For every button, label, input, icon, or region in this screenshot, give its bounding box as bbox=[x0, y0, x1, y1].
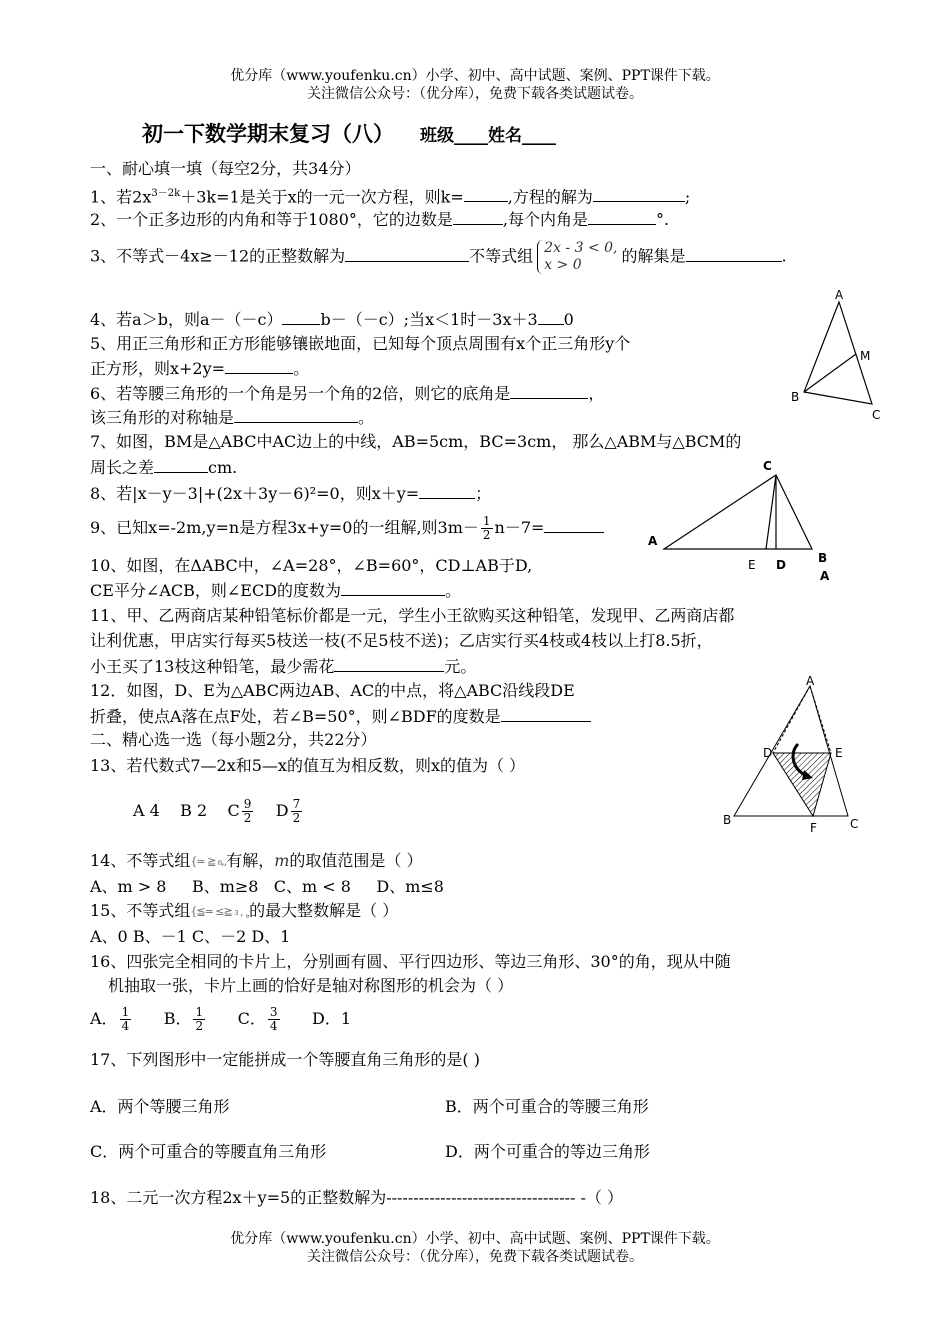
fig1-label-c: C bbox=[872, 408, 881, 422]
q16-option-b: B． bbox=[163, 1009, 192, 1028]
q16-b-den: 2 bbox=[195, 1019, 204, 1033]
folded-triangle-def bbox=[773, 753, 831, 816]
question-7-line1: 7、如图，BM是△ABC中AC边上的中线，AB=5cm，BC=3cm， 那么△ABM与△BCM的 bbox=[90, 432, 742, 451]
q3-blank-2 bbox=[686, 245, 782, 262]
fig2-label-e: E bbox=[748, 558, 756, 572]
q11-text-d: 元。 bbox=[444, 657, 477, 676]
q14-option-b: B、m≥8 bbox=[191, 877, 259, 896]
site-header-line2: 关注微信公众号：（优分库），免费下载各类试题试卷。 bbox=[307, 86, 643, 102]
question-16-line1: 16、四张完全相同的卡片上，分别画有圆、平行四边形、等边三角形、30°的角，现从中随 bbox=[90, 952, 731, 971]
site-footer-line1: 优分库（www.youfenku.cn）小学、初中、高中试题、案例、PPT课件下载。 bbox=[230, 1231, 720, 1247]
q1-blank-solution bbox=[593, 185, 685, 202]
q3-text-b: 不等式组 bbox=[469, 246, 534, 266]
fold-dashed-ad bbox=[773, 686, 810, 753]
q14-option-d: D、m≤8 bbox=[376, 877, 444, 896]
q14-m-var: m bbox=[274, 851, 290, 870]
q9-fraction bbox=[481, 515, 493, 542]
question-11-line3 bbox=[90, 655, 476, 678]
q16-a-den: 4 bbox=[121, 1019, 130, 1033]
q1-text-b: ＋3k=1是关于x的一元一次方程，则k= bbox=[180, 187, 464, 207]
q1-blank-k bbox=[464, 185, 508, 202]
q11-text-c: 小王买了13枝这种铅笔，最少需花 bbox=[90, 657, 335, 676]
site-footer-line2: 关注微信公众号：（优分库），免费下载各类试题试卷。 bbox=[307, 1249, 643, 1265]
fig2-label-c: C bbox=[763, 459, 772, 473]
question-11-line1: 11、甲、乙两商店某种铅笔标价都是一元，学生小王欲购买这种铅笔，发现甲、乙两商店都 bbox=[90, 606, 735, 625]
q4-blank-2 bbox=[538, 308, 564, 325]
q4-text-b: b－（－c）;当x＜1时－3x＋3 bbox=[320, 310, 538, 329]
q9-text-a: 9、已知x=-2m,y=n是方程3x+y=0的一组解,则3m－ bbox=[90, 518, 479, 537]
q14-text-a: 14、不等式组 bbox=[90, 851, 191, 870]
q16-option-c: C． bbox=[237, 1009, 266, 1028]
question-8 bbox=[90, 482, 491, 505]
q8-text-b: ； bbox=[475, 484, 492, 503]
site-header-line1: 优分库（www.youfenku.cn）小学、初中、高中试题、案例、PPT课件下载。 bbox=[230, 68, 720, 84]
q8-blank bbox=[419, 482, 475, 499]
q14-option-a: A、m > 8 bbox=[90, 877, 167, 896]
q2-blank-sides bbox=[453, 208, 503, 225]
triangle-cd-ce-figure bbox=[640, 452, 850, 587]
question-7-line2 bbox=[90, 456, 237, 479]
q3-text-a: 3、不等式－4x≥－12的正整数解为 bbox=[90, 246, 346, 266]
q16-a-num: 1 bbox=[121, 1005, 130, 1019]
q2-text-c: °. bbox=[656, 210, 670, 229]
question-15-options: A、0 B、－1 C、－2 D、1 bbox=[90, 927, 291, 946]
q14-option-c: C、m < 8 bbox=[273, 877, 351, 896]
question-3 bbox=[90, 240, 787, 274]
question-13: 13、若代数式7—2x和5—x的值互为相反数，则x的值为（ ） bbox=[90, 756, 526, 775]
q15-garbled-system: {≦≃ ≤≧ ₃ ˌ ˳ bbox=[190, 904, 250, 918]
q4-blank-1 bbox=[282, 308, 320, 325]
fig2-label-a: A bbox=[648, 534, 658, 548]
question-12-line1: 12．如图，D、E为△ABC两边AB、AC的中点，将△ABC沿线段DE bbox=[90, 681, 575, 700]
q13-option-c: C bbox=[227, 801, 240, 820]
q2-text-a: 2、一个正多边形的内角和等于1080°，它的边数是 bbox=[90, 210, 453, 229]
question-14-options bbox=[90, 876, 444, 898]
q6-text-c: 该三角形的对称轴是 bbox=[90, 408, 235, 427]
question-15 bbox=[90, 900, 398, 923]
q9-frac-den: 2 bbox=[482, 528, 491, 542]
q16-b-fraction bbox=[193, 1006, 205, 1033]
question-17: 17、下列图形中一定能拼成一个等腰直角三角形的是( ) bbox=[90, 1050, 480, 1069]
q16-c-num: 3 bbox=[269, 1005, 278, 1019]
q9-frac-num: 1 bbox=[482, 514, 491, 528]
q13-option-b: B 2 bbox=[180, 801, 208, 820]
q10-text-b: CE平分∠ACB，则∠ECD的度数为 bbox=[90, 581, 342, 600]
q1-text-d: ; bbox=[684, 187, 691, 207]
question-4 bbox=[90, 308, 574, 331]
fig3-label-d: D bbox=[763, 746, 773, 760]
q2-text-b: ,每个内角是 bbox=[502, 210, 588, 229]
question-10-line1: 10、如图，在ΔABC中，∠A=28°，∠B=60°，CD⊥AB于D, bbox=[90, 556, 533, 575]
fig2-label-a2: A bbox=[820, 569, 830, 583]
q13-d-num: 7 bbox=[292, 797, 301, 811]
q6-text-a: 6、若等腰三角形的一个角是另一个角的2倍，则它的底角是 bbox=[90, 384, 511, 403]
q6-blank-2 bbox=[234, 406, 358, 423]
fig1-label-a: A bbox=[835, 288, 844, 302]
q3-system-line2: x > 0 bbox=[544, 257, 582, 273]
q9-blank bbox=[544, 516, 604, 533]
q3-text-d: . bbox=[781, 246, 787, 266]
q1-exponent: 3－2k bbox=[151, 188, 181, 199]
q13-option-a: A 4 bbox=[133, 801, 160, 820]
folding-triangle-figure bbox=[718, 672, 863, 840]
question-6-line2 bbox=[90, 406, 374, 429]
q13-c-num: 9 bbox=[243, 797, 252, 811]
q4-text-a: 4、若a＞b，则a－（－c） bbox=[90, 310, 283, 329]
q3-inequality-system bbox=[537, 240, 617, 274]
fig3-label-e: E bbox=[835, 746, 843, 760]
q6-blank-1 bbox=[510, 382, 588, 399]
q16-option-a: A． bbox=[90, 1009, 118, 1028]
q4-text-c: 0 bbox=[563, 310, 574, 329]
q5-text-b: 正方形，则x+2y= bbox=[90, 359, 226, 378]
section-2-heading: 二、精心选一选（每小题2分，共22分） bbox=[90, 730, 377, 749]
q14-text-c: 的取值范围是（ ） bbox=[289, 851, 423, 870]
q16-a-fraction bbox=[120, 1006, 132, 1033]
question-10-line2 bbox=[90, 579, 461, 602]
q7-text-c: cm. bbox=[208, 458, 238, 477]
fig3-label-f: F bbox=[810, 821, 817, 835]
q13-d-den: 2 bbox=[292, 811, 301, 825]
fig1-label-b: B bbox=[791, 390, 800, 404]
question-1 bbox=[90, 183, 690, 208]
question-5-line2 bbox=[90, 357, 309, 380]
q13-option-d: D bbox=[275, 801, 289, 820]
q5-blank bbox=[225, 357, 293, 374]
section-1-heading: 一、耐心填一填（每空2分，共34分） bbox=[90, 159, 361, 178]
question-16-line2: 机抽取一张，卡片上画的恰好是轴对称图形的机会为（ ） bbox=[108, 976, 514, 995]
fig3-label-a: A bbox=[806, 674, 815, 688]
question-6-line1 bbox=[90, 382, 604, 405]
q5-text-c: 。 bbox=[293, 359, 310, 378]
q3-text-c: 的解集是 bbox=[621, 246, 686, 266]
q17-option-a: A．两个等腰三角形 bbox=[90, 1097, 230, 1116]
triangle-abc-3-outline bbox=[734, 686, 848, 816]
q3-system-line1: 2x - 3 < 0, bbox=[544, 240, 618, 256]
question-16-options bbox=[90, 1006, 351, 1033]
q10-text-c: 。 bbox=[445, 581, 462, 600]
bisector-ce bbox=[766, 475, 776, 549]
q6-text-b: ， bbox=[588, 384, 605, 403]
question-5-line1: 5、用正三角形和正方形能够镶嵌地面，已知每个顶点周围有x个正三角形y个 bbox=[90, 334, 631, 353]
q13-c-den: 2 bbox=[243, 811, 252, 825]
fig2-label-d: D bbox=[776, 558, 786, 572]
q1-text-a: 1、若2x bbox=[90, 187, 152, 207]
q6-text-d: 。 bbox=[358, 408, 375, 427]
fold-dashed-ae bbox=[810, 686, 831, 753]
q16-b-num: 1 bbox=[195, 1005, 204, 1019]
triangle-abm-figure bbox=[780, 288, 890, 428]
fig1-label-m: M bbox=[860, 349, 871, 363]
q1-text-c: ,方程的解为 bbox=[507, 187, 593, 207]
q13-option-d-fraction bbox=[291, 798, 303, 825]
q7-blank bbox=[154, 456, 208, 473]
q3-blank-1 bbox=[345, 245, 469, 262]
question-2 bbox=[90, 208, 669, 231]
q16-c-fraction bbox=[268, 1006, 280, 1033]
question-11-line2: 让利优惠，甲店实行每买5枝送一枝(不足5枝不送)；乙店实行买4枝或4枝以上打8.5折， bbox=[90, 631, 713, 650]
q14-text-b: 有解， bbox=[226, 851, 275, 870]
q16-option-d: D．1 bbox=[312, 1009, 352, 1028]
question-14 bbox=[90, 850, 422, 873]
fig3-label-b: B bbox=[723, 813, 732, 827]
q17-option-c: C．两个可重合的等腰直角三角形 bbox=[90, 1142, 327, 1161]
title-text: 初一下数学期末复习（八） bbox=[142, 121, 394, 146]
question-9 bbox=[90, 515, 604, 542]
q7-text-b: 周长之差 bbox=[90, 458, 155, 477]
q13-option-c-fraction bbox=[242, 798, 254, 825]
q10-blank bbox=[341, 579, 445, 596]
q12-blank bbox=[501, 705, 591, 722]
q15-text-a: 15、不等式组 bbox=[90, 901, 191, 920]
q16-c-den: 4 bbox=[269, 1019, 278, 1033]
question-12-line2 bbox=[90, 705, 591, 728]
page-title bbox=[142, 118, 556, 148]
class-name-label: 班级____姓名____ bbox=[420, 126, 556, 146]
q12-text-b: 折叠，使点A落在点F处，若∠B=50°，则∠BDF的度数是 bbox=[90, 707, 501, 726]
q8-text-a: 8、若|x－y－3|+(2x＋3y－6)²=0，则x＋y= bbox=[90, 484, 420, 503]
q15-text-b: 的最大整数解是（ ） bbox=[249, 901, 399, 920]
fig3-label-c: C bbox=[850, 817, 859, 831]
triangle-abc-2-outline bbox=[664, 475, 812, 549]
fig2-label-b: B bbox=[818, 551, 828, 565]
q14-garbled-system: {≃ ≧ ₈,, bbox=[190, 854, 227, 868]
q17-option-d: D．两个可重合的等边三角形 bbox=[445, 1142, 650, 1161]
q2-blank-angle bbox=[588, 208, 656, 225]
question-13-options bbox=[133, 798, 304, 825]
q17-option-b: B．两个可重合的等腰三角形 bbox=[445, 1097, 649, 1116]
q9-text-b: n－7= bbox=[494, 518, 545, 537]
question-18: 18、二元一次方程2x＋y=5的正整数解为----------------------------------- -（ ） bbox=[90, 1188, 623, 1207]
q11-blank bbox=[334, 655, 444, 672]
